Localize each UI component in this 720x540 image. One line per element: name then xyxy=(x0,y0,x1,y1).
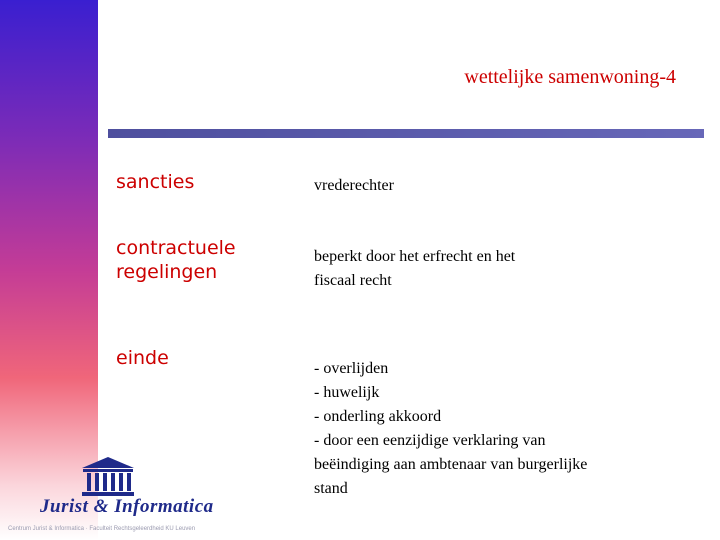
desc-contractuele-regelingen: beperkt door het erfrecht en het fiscaal recht xyxy=(314,248,516,289)
term-contractuele-regelingen: contractuele regelingen xyxy=(116,237,236,283)
desc-sancties: vrederechter xyxy=(314,177,394,194)
logo xyxy=(8,456,218,538)
term-einde: einde xyxy=(116,347,169,369)
desc-einde: - overlijden - huwelijk - onderling akkoord - door een eenzijdige verklaring van beëindiging aan ambtenaar van burgerlijke stand xyxy=(314,360,588,497)
slide-title: wettelijke samenwoning-4 xyxy=(464,66,676,88)
title-divider xyxy=(108,129,704,138)
logo-name: Jurist & Informatica xyxy=(40,496,214,517)
logo-footer: Centrum Jurist & Informatica · Faculteit Rechtsgeleerdheid KU Leuven xyxy=(8,526,196,532)
term-sancties: sancties xyxy=(116,171,195,193)
temple-icon xyxy=(80,456,136,498)
